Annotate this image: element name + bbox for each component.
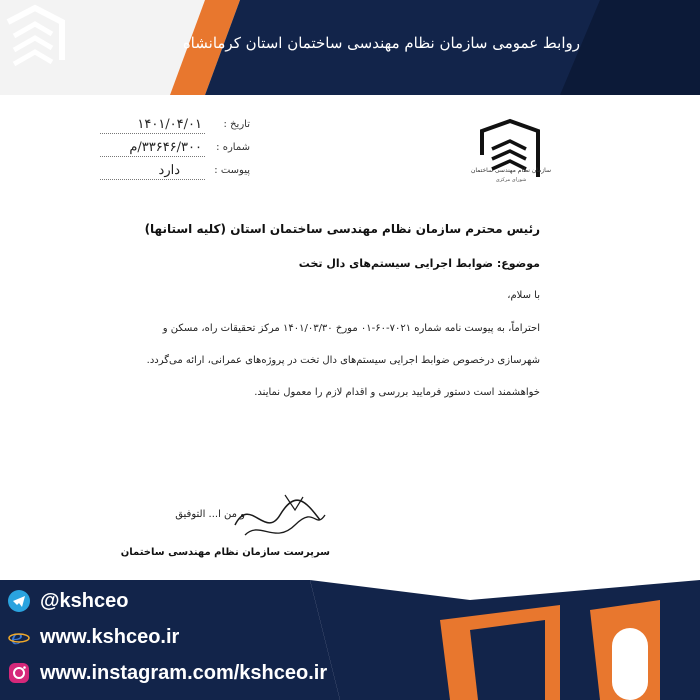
date-dots	[100, 133, 205, 134]
attachment-dots	[100, 179, 205, 180]
recipient: رئیس محترم سازمان نظام مهندسی ساختمان استان (کلیه استانها)	[144, 222, 540, 236]
number-dots	[100, 156, 205, 157]
svg-text:e: e	[11, 626, 23, 648]
contact-panel	[0, 580, 700, 700]
top-banner	[0, 0, 700, 95]
letter-org-sub: شورای مرکزی	[495, 177, 527, 183]
number-row	[100, 142, 250, 160]
instagram-icon	[8, 662, 30, 684]
date-value: ۱۴۰۱/۰۴/۰۱	[137, 117, 202, 132]
instagram-url: www.instagram.com/kshceo.ir	[40, 662, 328, 684]
signer-title: سرپرست سازمان نظام مهندسی ساختمان	[120, 547, 330, 558]
number-label: شماره :	[216, 142, 250, 153]
banner-title: روابط عمومی سازمان نظام مهندسی ساختمان استان کرمانشاه	[182, 34, 580, 52]
body-line-3: خواهشمند است دستور فرمایید بررسی و اقدام لازم را معمول نمایند.	[254, 387, 540, 398]
body-line-2: شهرسازی درخصوص ضوابط اجرایی سیستم‌های دال تخت در پروژه‌های عمرانی، ارائه می‌گردد.	[146, 355, 540, 366]
date-label: تاریخ :	[223, 119, 250, 130]
telegram-icon	[8, 590, 30, 612]
telegram-handle: @kshceo	[40, 590, 129, 612]
attachment-row	[100, 165, 250, 183]
greeting: با سلام،	[507, 290, 540, 301]
date-row	[100, 119, 250, 137]
closing: و من ا... التوفیق	[175, 509, 245, 520]
signature-image	[225, 485, 335, 555]
body-line-1: احتراماً، به پیوست نامه شماره ۷۰۲۱-۶۰-۰۱ مورخ ۱۴۰۱/۰۳/۳۰ مرکز تحقیقات راه، مسکن و	[162, 323, 540, 334]
website-url: www.kshceo.ir	[40, 626, 180, 648]
letter-document	[0, 95, 700, 600]
attachment-label: پیوست :	[214, 165, 250, 176]
web-icon	[8, 626, 30, 648]
attachment-value: دارد	[158, 163, 180, 178]
subject: موضوع: ضوابط اجرایی سیستم‌های دال تخت	[298, 257, 540, 270]
number-value: ۳۳۶۴۶/۳۰۰/م	[129, 140, 202, 155]
org-logo-icon	[0, 0, 70, 70]
letter-org-name: سازمان نظام مهندسی ساختمان	[470, 167, 552, 174]
